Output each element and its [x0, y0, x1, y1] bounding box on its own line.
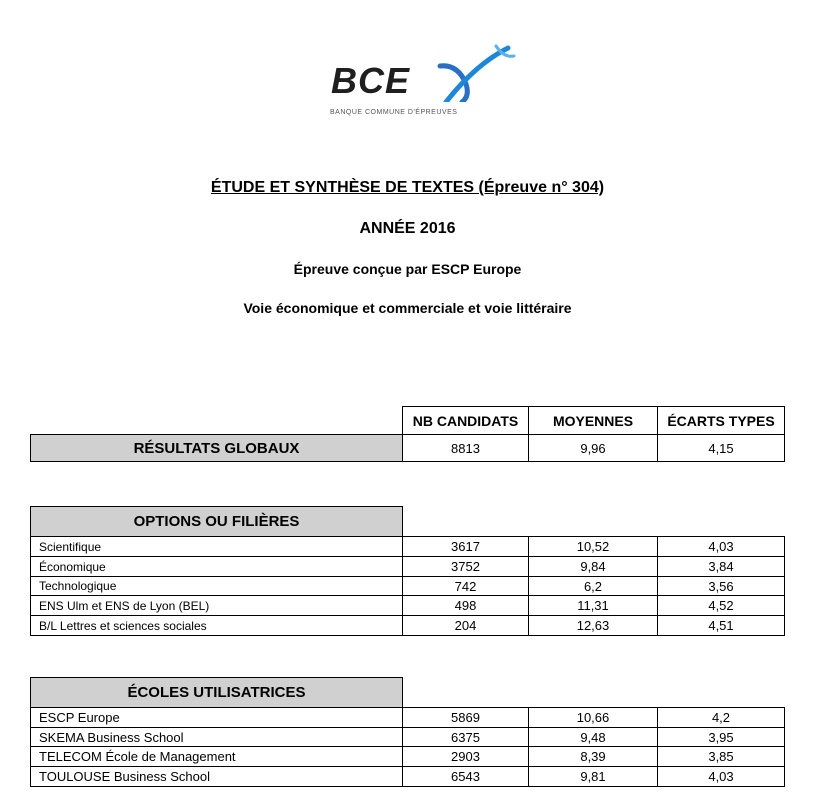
row-name: B/L Lettres et sciences sociales — [30, 615, 403, 636]
row-moyenne: 10,52 — [528, 536, 658, 557]
row-name: Économique — [30, 556, 403, 577]
global-ecart-type: 4,15 — [657, 434, 785, 462]
options-section-header: OPTIONS OU FILIÈRES — [30, 506, 403, 537]
row-nb-candidats: 742 — [402, 576, 529, 596]
row-name: TOULOUSE Business School — [30, 766, 403, 787]
row-nb-candidats: 498 — [402, 595, 529, 616]
logo-subtitle: BANQUE COMMUNE D'ÉPREUVES — [330, 109, 458, 116]
row-nb-candidats: 6375 — [402, 727, 529, 747]
epreuve-subtitle: Épreuve conçue par ESCP Europe — [293, 261, 522, 277]
row-nb-candidats: 3617 — [402, 536, 529, 557]
row-nb-candidats: 5869 — [402, 707, 529, 728]
global-moyenne: 9,96 — [528, 434, 658, 462]
row-name: ENS Ulm et ENS de Lyon (BEL) — [30, 595, 403, 616]
row-moyenne: 6,2 — [528, 576, 658, 596]
row-ecart-type: 4,2 — [657, 707, 785, 728]
row-moyenne: 9,81 — [528, 766, 658, 787]
row-nb-candidats: 3752 — [402, 556, 529, 577]
row-ecart-type: 3,56 — [657, 576, 785, 596]
row-ecart-type: 4,51 — [657, 615, 785, 636]
row-name: Scientifique — [30, 536, 403, 557]
row-ecart-type: 4,52 — [657, 595, 785, 616]
global-results-label: RÉSULTATS GLOBAUX — [30, 434, 403, 462]
row-name: TELECOM École de Management — [30, 746, 403, 767]
voie-subtitle: Voie économique et commerciale et voie littéraire — [243, 300, 572, 316]
row-ecart-type: 3,84 — [657, 556, 785, 577]
row-ecart-type: 4,03 — [657, 536, 785, 557]
global-nb-candidats: 8813 — [402, 434, 529, 462]
ecoles-section-header: ÉCOLES UTILISATRICES — [30, 677, 403, 708]
row-ecart-type: 4,03 — [657, 766, 785, 787]
column-header-nb-candidats: NB CANDIDATS — [402, 406, 529, 435]
page-title: ÉTUDE ET SYNTHÈSE DE TEXTES (Épreuve n° 304) — [210, 179, 605, 196]
row-moyenne: 9,48 — [528, 727, 658, 747]
bce-logo — [326, 44, 512, 120]
row-name: SKEMA Business School — [30, 727, 403, 747]
row-moyenne: 9,84 — [528, 556, 658, 577]
column-header-ecarts-types: ÉCARTS TYPES — [657, 406, 785, 435]
row-moyenne: 11,31 — [528, 595, 658, 616]
row-ecart-type: 3,95 — [657, 727, 785, 747]
row-ecart-type: 3,85 — [657, 746, 785, 767]
row-moyenne: 12,63 — [528, 615, 658, 636]
column-header-moyennes: MOYENNES — [528, 406, 658, 435]
row-nb-candidats: 204 — [402, 615, 529, 636]
row-name: ESCP Europe — [30, 707, 403, 728]
row-nb-candidats: 6543 — [402, 766, 529, 787]
row-moyenne: 10,66 — [528, 707, 658, 728]
year-heading: ANNÉE 2016 — [359, 220, 456, 237]
logo-name: BCE — [331, 60, 411, 101]
row-moyenne: 8,39 — [528, 746, 658, 767]
bce-x-emblem-icon — [436, 44, 516, 102]
row-nb-candidats: 2903 — [402, 746, 529, 767]
row-name: Technologique — [30, 576, 403, 596]
